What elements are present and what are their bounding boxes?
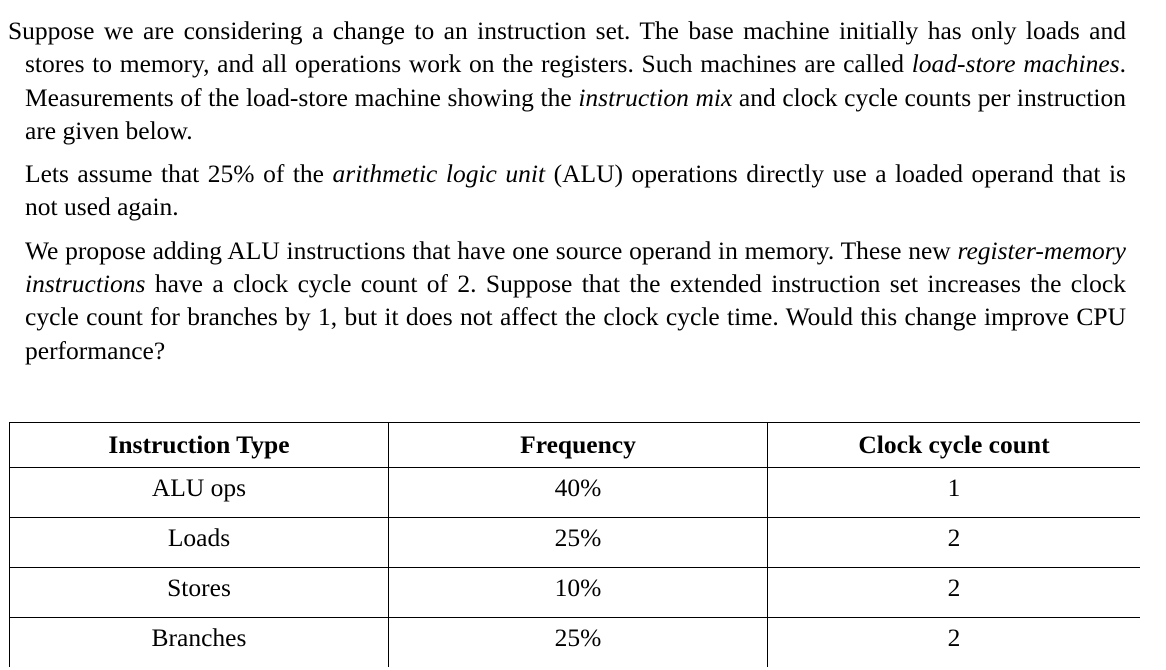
paragraph-assumption xyxy=(8,157,1126,224)
cell-clock-cycle-count: 2 xyxy=(768,518,1141,568)
term-register-memory-instructions: register-memory instructions xyxy=(25,235,1126,299)
cell-frequency: 40% xyxy=(389,468,768,518)
term-load-store-machines: load-store machines xyxy=(911,49,1120,79)
cell-clock-cycle-count: 2 xyxy=(768,618,1141,668)
table-row xyxy=(10,568,1141,618)
cell-instruction-type: Stores xyxy=(10,568,389,618)
cell-frequency: 25% xyxy=(389,618,768,668)
cell-instruction-type: Branches xyxy=(10,618,389,668)
cell-frequency: 10% xyxy=(389,568,768,618)
table-row xyxy=(10,518,1141,568)
paragraph-proposal-text-1: We propose adding ALU instructions that have one source operand in memory. These new xyxy=(25,235,958,265)
header-frequency: Frequency xyxy=(389,423,768,468)
paragraph-intro-text-1: Suppose we are considering a change to an instruction set. The base machine initially has only loads and stores to memory, and all operations work on the registers. Such machines are called xyxy=(8,16,1126,79)
header-instruction-type: Instruction Type xyxy=(10,423,389,468)
paragraph-intro-text-2: . Measurements of the load-store machine showing the xyxy=(25,49,1127,112)
term-instruction-mix: instruction mix xyxy=(578,82,733,112)
instruction-mix-table-container xyxy=(9,422,1140,667)
cell-clock-cycle-count: 1 xyxy=(768,468,1141,518)
problem-text xyxy=(8,14,1126,367)
paragraph-assumption-text-1: Lets assume that 25% of the xyxy=(25,159,333,189)
term-arithmetic-logic-unit: arithmetic logic unit xyxy=(332,159,546,189)
table-row xyxy=(10,468,1141,518)
table-row xyxy=(10,618,1141,668)
paragraph-proposal-text-2: have a clock cycle count of 2. Suppose that the extended instruction set increases the clock cycle count for branches by 1, but it does not affect the clock cycle time. Would this change improve CPU performance? xyxy=(25,269,1126,365)
paragraph-proposal xyxy=(8,234,1126,367)
table-header-row xyxy=(10,423,1141,468)
paragraph-intro xyxy=(8,14,1126,147)
header-clock-cycle-count: Clock cycle count xyxy=(768,423,1141,468)
cell-instruction-type: ALU ops xyxy=(10,468,389,518)
cell-frequency: 25% xyxy=(389,518,768,568)
cell-clock-cycle-count: 2 xyxy=(768,568,1141,618)
paragraph-assumption-text-2: (ALU) operations directly use a loaded operand that is not used again. xyxy=(25,159,1126,222)
instruction-mix-table xyxy=(9,422,1140,667)
cell-instruction-type: Loads xyxy=(10,518,389,568)
paragraph-intro-text-3: and clock cycle counts per instruction are given below. xyxy=(25,82,1126,145)
